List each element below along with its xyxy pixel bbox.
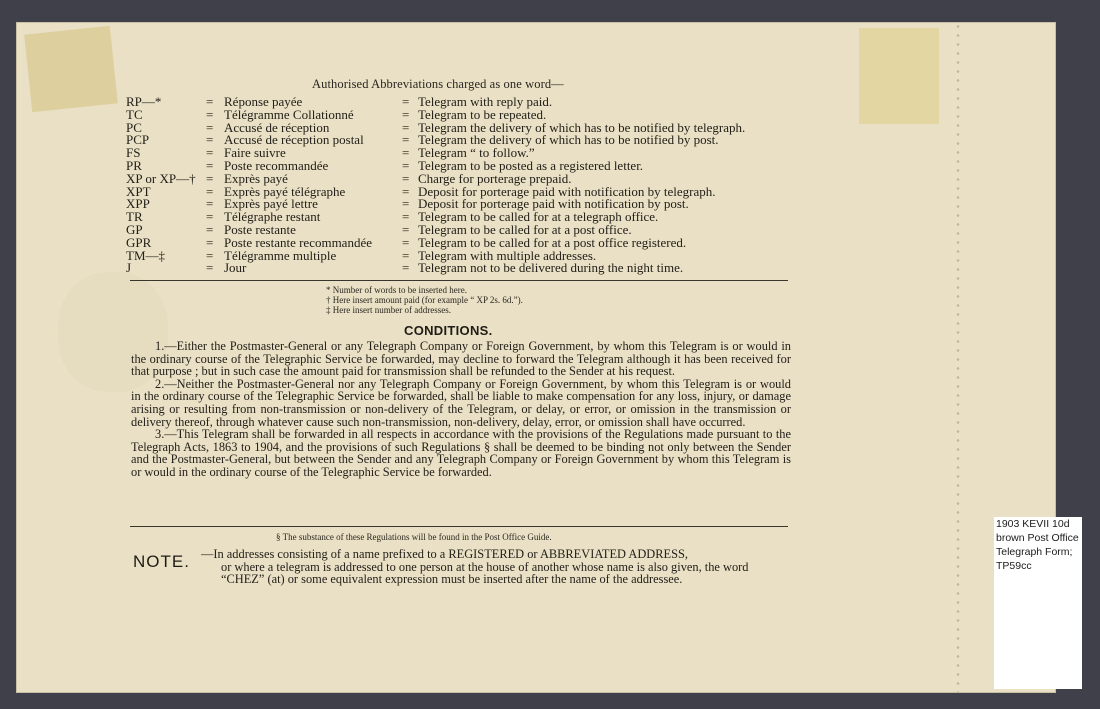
perforation-line xyxy=(956,22,960,693)
abbreviation-code: XPT xyxy=(126,183,151,199)
abbreviation-english: Telegram to be called for at a post office. xyxy=(418,221,632,237)
abbreviation-code: J xyxy=(126,260,132,276)
conditions-text xyxy=(131,340,791,479)
footnote: † Here insert amount paid (for example “ XP 2s. 6d.”). xyxy=(326,295,523,306)
equals-sign: = xyxy=(206,170,214,186)
equals-sign: = xyxy=(206,145,214,161)
equals-sign: = xyxy=(402,157,410,173)
condition-paragraph: 2.—Neither the Postmaster-General nor any Telegraph Company or Foreign Government, by whom this Telegram is or would in the ordinary course of the Telegraphic Service be forwarded, shall be liable to make compensation for any loss, injury, or damage arising or resulting from non-transmission or non-delivery of the Telegram, or delay, or error, or omission in the transmission or delivery thereof, through whatever cause such non-transmission, non-delivery, delay, error, or omission shall have occurred. xyxy=(131,376,791,429)
equals-sign: = xyxy=(206,209,214,225)
stamp-hinge-left xyxy=(24,26,118,113)
note-rest: or where a telegram is addressed to one person at the house of another whose name is also given, the word “CHEZ” (at) or some equivalent expression must be inserted after the name of the addressee. xyxy=(221,559,749,587)
equals-sign: = xyxy=(206,157,214,173)
equals-sign: = xyxy=(206,183,214,199)
abbreviation-code: TC xyxy=(126,106,143,122)
abbreviation-french: Exprès payé xyxy=(224,170,288,186)
abbreviation-french: Exprès payé télégraphe xyxy=(224,183,346,199)
abbreviation-english: Telegram the delivery of which has to be notified by post. xyxy=(418,132,719,148)
footnote: * Number of words to be inserted here. xyxy=(326,285,467,295)
abbreviations-table xyxy=(126,96,790,275)
equals-sign: = xyxy=(402,106,410,122)
abbreviation-french: Réponse payée xyxy=(224,94,303,109)
abbreviation-code: GP xyxy=(126,221,143,237)
abbreviation-code: GPR xyxy=(126,234,152,250)
item-caption: 1903 KEVII 10d brown Post Office Telegraph Form; TP59cc xyxy=(994,517,1082,689)
equals-sign: = xyxy=(206,106,214,122)
abbreviation-code: PC xyxy=(126,119,142,135)
abbreviation-row xyxy=(126,262,790,275)
equals-sign: = xyxy=(402,183,410,199)
equals-sign: = xyxy=(206,119,214,135)
abbreviations-heading: Authorised Abbreviations charged as one word— xyxy=(312,77,564,91)
abbreviation-code: RP—* xyxy=(126,94,162,109)
abbreviation-code: XP or XP—† xyxy=(126,170,196,186)
abbreviation-english: Telegram not to be delivered during the night time. xyxy=(418,260,684,276)
abbreviation-english: Deposit for porterage paid with notification by telegraph. xyxy=(418,183,716,199)
divider-rule xyxy=(130,280,788,281)
abbreviation-english: Telegram to be posted as a registered letter. xyxy=(418,157,644,173)
equals-sign: = xyxy=(402,260,410,276)
abbreviation-code: PCP xyxy=(126,132,150,148)
abbreviation-french: Poste recommandée xyxy=(224,157,329,173)
condition-paragraph: 3.—This Telegram shall be forwarded in all respects in accordance with the provisions of the Regulations made pursuant to the Telegraph Acts, 1863 to 1904, and the provisions of such Regulations § shall be deemed to be binding not only between the Sender and the Postmaster-General, but between the Sender and any Telegraph Company or Foreign Government by whom this Telegram is or would in the ordinary course of the Telegraphic Service be forwarded. xyxy=(131,427,791,479)
abbreviation-english: Charge for porterage prepaid. xyxy=(418,170,572,186)
abbreviation-english: Telegram to be repeated. xyxy=(418,106,547,122)
equals-sign: = xyxy=(402,119,410,135)
equals-sign: = xyxy=(206,247,214,263)
abbreviation-french: Télégramme multiple xyxy=(224,247,337,263)
abbreviation-english: Telegram with multiple addresses. xyxy=(418,247,597,263)
conditions-title: CONDITIONS. xyxy=(404,323,493,338)
footnote: ‡ Here insert number of addresses. xyxy=(326,305,451,316)
footnotes xyxy=(326,285,666,316)
equals-sign: = xyxy=(206,260,214,276)
regulations-note: § The substance of these Regulations will be found in the Post Office Guide. xyxy=(276,532,552,542)
equals-sign: = xyxy=(402,170,410,186)
abbreviation-french: Exprès payé lettre xyxy=(224,196,318,212)
equals-sign: = xyxy=(402,209,410,225)
divider-rule xyxy=(130,526,788,527)
abbreviation-english: Telegram to be called for at a post office registered. xyxy=(418,234,687,250)
equals-sign: = xyxy=(206,94,214,109)
abbreviation-english: Telegram the delivery of which has to be notified by telegraph. xyxy=(418,119,746,135)
abbreviation-english: Deposit for porterage paid with notification by post. xyxy=(418,196,689,212)
abbreviation-code: FS xyxy=(126,145,141,161)
abbreviation-code: PR xyxy=(126,157,142,173)
abbreviation-french: Télégramme Collationné xyxy=(224,106,354,122)
abbreviation-french: Accusé de réception postal xyxy=(224,132,364,148)
abbreviation-code: TM—‡ xyxy=(126,247,165,263)
equals-sign: = xyxy=(402,94,410,109)
abbreviation-french: Jour xyxy=(224,260,247,276)
equals-sign: = xyxy=(206,132,214,148)
note-text xyxy=(201,548,793,586)
equals-sign: = xyxy=(402,132,410,148)
abbreviation-french: Poste restante xyxy=(224,221,296,237)
abbreviation-english: Telegram to be called for at a telegraph office. xyxy=(418,209,659,225)
stamp-hinge-right xyxy=(859,28,939,124)
equals-sign: = xyxy=(206,221,214,237)
note-label: NOTE. xyxy=(133,552,190,571)
abbreviation-english: Telegram with reply paid. xyxy=(418,94,553,109)
note-lead: —In addresses consisting of a name prefixed to a REGISTERED or ABBREVIATED ADDRESS, xyxy=(201,547,688,561)
equals-sign: = xyxy=(402,234,410,250)
abbreviation-french: Faire suivre xyxy=(224,145,286,161)
equals-sign: = xyxy=(402,196,410,212)
condition-paragraph: 1.—Either the Postmaster-General or any Telegraph Company or Foreign Government, by whom this Telegram is or would in the ordinary course of the Telegraphic Service be forwarded, may decline to forward the Telegram although it has been received for that purpose ; but in such case the amount paid for transmission shall be refunded to the Sender at his request. xyxy=(131,339,791,379)
abbreviation-french: Poste restante recommandée xyxy=(224,234,372,250)
equals-sign: = xyxy=(206,234,214,250)
abbreviation-french: Télégraphe restant xyxy=(224,209,321,225)
equals-sign: = xyxy=(206,196,214,212)
equals-sign: = xyxy=(402,247,410,263)
equals-sign: = xyxy=(402,145,410,161)
abbreviation-french: Accusé de réception xyxy=(224,119,330,135)
abbreviation-code: TR xyxy=(126,209,143,225)
equals-sign: = xyxy=(402,221,410,237)
abbreviation-english: Telegram “ to follow.” xyxy=(418,145,535,161)
abbreviation-code: XPP xyxy=(126,196,150,212)
